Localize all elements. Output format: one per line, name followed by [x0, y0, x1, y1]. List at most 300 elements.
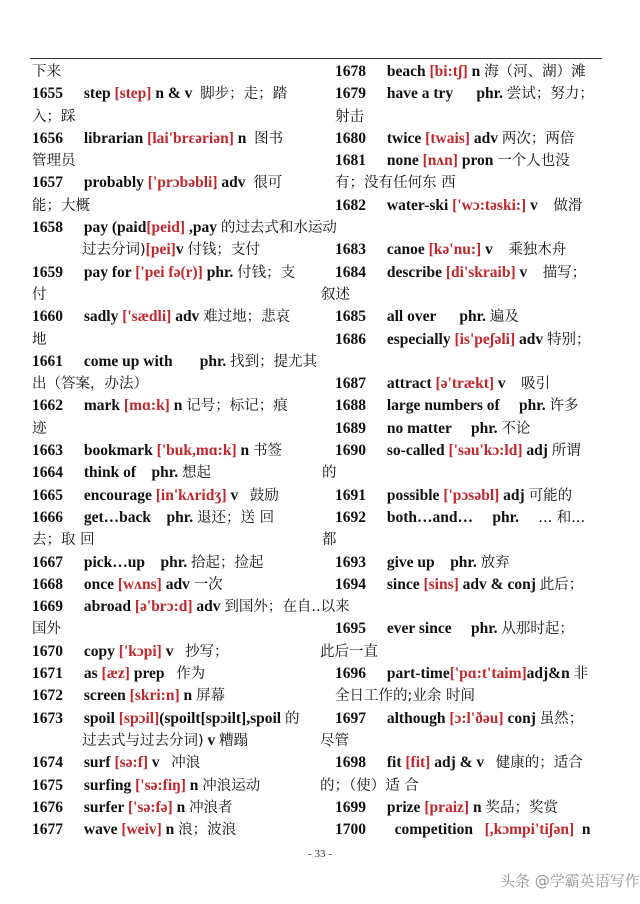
entry-1661 [32, 351, 332, 373]
entry-number: 1684 [335, 263, 366, 281]
entry-1689 [335, 418, 617, 440]
meaning: 付钱；支 [237, 264, 296, 281]
overflow-text: 此后一直 [320, 643, 378, 660]
meaning: ... 和... [538, 509, 586, 526]
phonetic: [skri:n] [129, 687, 180, 705]
part-of-speech: v [165, 642, 174, 660]
continuation-line [32, 239, 332, 261]
meaning: 不论 [501, 420, 531, 437]
entry-number: 1661 [32, 352, 63, 370]
word: get…back [83, 508, 152, 526]
phonetic: [weiv] [121, 821, 162, 839]
word: since [386, 575, 420, 593]
entry-1685 [335, 306, 617, 328]
blank-line [335, 596, 617, 618]
phonetic: [ɔ:l'ðəu] [449, 709, 504, 727]
phonetic: ['wɔ:təski:] [452, 196, 527, 214]
meaning: 吸引 [521, 376, 551, 393]
meaning: 两次；两倍 [501, 130, 575, 147]
meaning: 许多 [549, 398, 579, 415]
entry-number: 1662 [32, 397, 63, 415]
entry-number: 1656 [32, 129, 63, 147]
phonetic: [is'peʃəli] [454, 330, 516, 348]
meaning: 出（答案，办法） [32, 376, 148, 393]
meaning: 屏幕 [195, 688, 225, 705]
blank-line [335, 775, 617, 797]
meaning: 迹 [32, 420, 47, 437]
page-number: - 33 - [308, 848, 332, 860]
entry-1675 [32, 775, 419, 797]
part-of-speech: adv & conj [462, 575, 536, 593]
phonetic: [step] [114, 85, 152, 103]
entry-1674 [32, 752, 332, 774]
entry-1660 [32, 306, 332, 328]
part-of-speech: adv [221, 174, 246, 192]
part-of-speech: v [530, 196, 538, 214]
entry-number: 1699 [335, 798, 366, 816]
blank-line [335, 641, 617, 663]
entry-number: 1667 [32, 553, 63, 571]
part-of-speech: n [240, 442, 250, 460]
entry-number: 1698 [335, 754, 366, 772]
meaning: 放弃 [480, 554, 510, 571]
phonetic: [pei] [145, 241, 176, 259]
entry-number: 1666 [32, 508, 63, 526]
word: especially [386, 330, 451, 348]
entry-1699 [335, 797, 617, 819]
continuation-line [32, 373, 332, 395]
part-of-speech: n [581, 821, 591, 839]
phonetic: [mɑ:k] [123, 397, 170, 415]
blank-line [335, 351, 617, 373]
word: large numbers of [386, 397, 500, 415]
entry-1687 [335, 373, 617, 395]
meaning: 可能的 [528, 487, 573, 504]
meaning: 全日工作的;业余 时间 [335, 688, 475, 705]
phonetic: [spɔil] [118, 709, 160, 727]
overflow-text: 尽管 [320, 732, 349, 749]
entry-number: 1693 [335, 553, 366, 571]
part-of-speech: n [237, 129, 247, 147]
part-of-speech: adv [473, 129, 498, 147]
entry-1664 [32, 462, 337, 484]
word: once [83, 575, 115, 593]
part-of-speech: n & v [155, 85, 193, 103]
part-of-speech: phr. [470, 620, 498, 638]
entry-number: 1689 [335, 419, 366, 437]
entry-1681 [335, 150, 617, 172]
continuation-line [335, 106, 617, 128]
entry-1673 [32, 708, 332, 730]
word: no matter [386, 419, 452, 437]
meaning: 付钱；支付 [187, 242, 260, 259]
word: bookmark [83, 442, 153, 460]
overflow-text: 都 [322, 532, 337, 549]
entry-1668 [32, 574, 332, 596]
phonetic: [sə:f] [114, 754, 149, 772]
continuation-line [32, 106, 332, 128]
word: as [83, 665, 98, 683]
phonetic: [wʌns] [117, 575, 162, 593]
phonetic: [fit] [405, 754, 431, 772]
continuation-line [32, 61, 332, 83]
entry-1671 [32, 663, 332, 685]
entry-1697 [335, 708, 617, 730]
phonetic: [peid] [146, 219, 186, 237]
meaning: 脚步；走；踏 [200, 86, 288, 103]
phonetic: [praiz] [424, 798, 470, 816]
entry-number: 1663 [32, 442, 63, 460]
meaning: 拾起；捡起 [191, 554, 264, 571]
entry-number: 1685 [335, 308, 366, 326]
meaning: 难过地；悲哀 [203, 309, 291, 326]
meaning: 到国外；在自..以来 [224, 599, 350, 616]
meaning: 图书 [254, 130, 284, 147]
entry-1656 [32, 128, 332, 150]
phonetic: [nʌn] [422, 152, 458, 170]
entry-number: 1687 [335, 375, 366, 393]
entry-number: 1688 [335, 397, 366, 415]
part-of-speech: phr. [166, 508, 194, 526]
phonetic: [,kɔmpi'tiʃən] [484, 821, 575, 839]
meaning: 去；取 回 [32, 532, 95, 549]
word: screen [83, 687, 126, 705]
phonetic: ['sædli] [122, 308, 172, 326]
entry-number: 1681 [335, 152, 366, 170]
word: attract [386, 375, 432, 393]
part-of-speech: phr. [476, 85, 503, 103]
part-of-speech: ,pay [188, 219, 217, 237]
entry-number: 1697 [335, 709, 366, 727]
part-of-speech: v [485, 241, 493, 259]
entry-number: 1686 [335, 330, 366, 348]
phonetic: [kə'nu:] [428, 241, 482, 259]
continuation-line [32, 329, 332, 351]
word: all over [386, 308, 437, 326]
entry-number: 1670 [32, 642, 63, 660]
meaning: 特别； [547, 331, 591, 348]
part-of-speech: adj&n [526, 665, 570, 683]
top-rule [30, 58, 602, 59]
phonetic: ['buk,mɑ:k] [156, 442, 237, 460]
phonetic: ['səu'kɔ:ld] [448, 442, 523, 460]
meaning: 一个人也没 [497, 153, 570, 170]
word: wave [83, 821, 118, 839]
phonetic: [ə'brɔ:d] [134, 598, 193, 616]
entry-number: 1659 [32, 263, 63, 281]
meaning: 找到；提尤其 [230, 353, 318, 370]
word: describe [386, 263, 442, 281]
part-of-speech: adv [175, 308, 200, 326]
word: possible [386, 486, 440, 504]
word: think of [83, 464, 136, 482]
entry-number: 1677 [32, 821, 63, 839]
phonetic: ['prɔbəbli] [147, 174, 218, 192]
meaning: 奖品；奖赏 [485, 799, 558, 816]
word: ever since [386, 620, 452, 638]
word: twice [386, 129, 422, 147]
entry-1667 [32, 552, 332, 574]
entry-1694 [335, 574, 617, 596]
part-of-speech: n [165, 821, 175, 839]
word: beach [386, 63, 426, 80]
entry-number: 1682 [335, 196, 366, 214]
entry-1688 [335, 395, 617, 417]
entry-number: 1658 [32, 219, 63, 237]
meaning: 所谓 [551, 443, 581, 460]
word: both…and… [386, 508, 474, 526]
entry-1683 [335, 239, 617, 261]
part-of-speech: adv [165, 575, 190, 593]
entry-1679 [335, 83, 617, 105]
meaning: 管理员 [32, 153, 76, 170]
part-of-speech: conj [507, 709, 536, 727]
word: encourage [83, 486, 152, 504]
entry-1669 [32, 596, 350, 618]
part-of-speech: v [175, 241, 184, 259]
part-of-speech: phr. [470, 419, 498, 437]
word: competition [394, 821, 473, 839]
continuation-line [32, 618, 332, 640]
entry-number: 1690 [335, 442, 366, 460]
entry-1691 [335, 485, 617, 507]
entry-1659 [32, 262, 332, 284]
entry-1692 [335, 507, 617, 529]
meaning: 过去式与过去分词) [82, 732, 204, 749]
meaning: 记号；标记；痕 [186, 398, 288, 415]
blank-line [335, 730, 617, 752]
meaning: 从那时起； [501, 621, 574, 638]
meaning: 此后； [539, 576, 584, 593]
meaning: 下来 [32, 64, 61, 80]
word: sadly [83, 308, 119, 326]
entry-1662 [32, 395, 332, 417]
entry-number: 1665 [32, 486, 63, 504]
phonetic: ['sə:fə] [127, 798, 173, 816]
entry-number: 1683 [335, 241, 366, 259]
entry-1678 [335, 61, 617, 83]
word: pay for [83, 263, 132, 281]
phonetic: ['kɔpi] [118, 642, 162, 660]
blank-line [335, 217, 617, 239]
entry-number: 1692 [335, 508, 366, 526]
word: prize [386, 798, 421, 816]
part-of-speech: pron [461, 152, 494, 170]
blank-line [335, 529, 617, 551]
entry-number: 1691 [335, 486, 366, 504]
phonetic: [ə'trækt] [435, 375, 495, 393]
entry-1655 [32, 83, 332, 105]
part-of-speech: adj & v [434, 754, 485, 772]
meaning: 描写； [542, 264, 587, 281]
phonetic: [lai'brεəriən] [147, 129, 234, 147]
entry-1665 [32, 485, 332, 507]
entry-number: 1664 [32, 464, 63, 482]
word: water-ski [386, 196, 449, 214]
entry-1672 [32, 685, 332, 707]
meaning: 做滑 [553, 197, 583, 214]
entry-1690 [335, 440, 617, 462]
entry-number: 1660 [32, 308, 63, 326]
part-of-speech: prep [133, 665, 165, 683]
watermark: 头条 @学霸英语写作 [500, 872, 640, 890]
part-of-speech: v [207, 731, 216, 749]
word: surf [83, 754, 111, 772]
word: none [386, 152, 419, 170]
meaning: 过去分词) [82, 242, 146, 259]
part-of-speech: n [176, 798, 186, 816]
meaning: 虽然； [539, 710, 584, 727]
phonetic: [di'skraib] [445, 263, 516, 281]
part-of-speech: phr. [450, 553, 477, 571]
entry-number: 1695 [335, 620, 366, 638]
meaning: 地 [32, 331, 47, 348]
part-of-speech: phr. [199, 352, 227, 370]
part-of-speech: n [471, 63, 481, 80]
phonetic: [sins] [423, 575, 459, 593]
part-of-speech: n [173, 397, 183, 415]
phonetic: ['pɑ:t'taim] [449, 665, 527, 683]
phonetic: ['sə:fiŋ] [135, 776, 186, 794]
entry-number: 1675 [32, 776, 63, 794]
part-of-speech: v [230, 486, 239, 504]
entry-number: 1671 [32, 665, 63, 683]
word: fit [386, 754, 402, 772]
phonetic: [æz] [101, 665, 130, 683]
meaning: 射击 [335, 108, 364, 125]
meaning: 的 [284, 710, 300, 727]
word: surfer [83, 798, 125, 816]
meaning: 海（河、湖）滩 [484, 64, 586, 80]
entry-1700 [335, 819, 617, 841]
word: probably [83, 174, 144, 192]
meaning: 作为 [176, 666, 206, 683]
entry-1657 [32, 172, 332, 194]
part-of-speech: v [151, 754, 160, 772]
meaning: 鼓励 [249, 487, 279, 504]
continuation-line [32, 284, 332, 306]
entry-1684 [335, 262, 617, 284]
meaning: 书签 [253, 443, 282, 460]
overflow-text: 的；（使）适 合 [320, 777, 419, 794]
meaning: 尝试；努力； [506, 86, 594, 103]
part-of-speech: n [183, 687, 193, 705]
entry-number: 1678 [335, 63, 366, 80]
continuation-line [32, 529, 337, 551]
meaning: 遍及 [489, 309, 519, 326]
part-of-speech: phr. [492, 508, 519, 526]
entry-number: 1668 [32, 575, 63, 593]
meaning: 退还；送 回 [197, 509, 275, 526]
entry-number: 1700 [335, 821, 366, 839]
meaning: 想起 [181, 465, 211, 482]
word: come up with [83, 352, 173, 370]
word: canoe [386, 241, 425, 259]
entry-number: 1673 [32, 709, 63, 727]
meaning: 付 [32, 286, 47, 303]
part-of-speech: v [497, 375, 506, 393]
meaning: 冲浪者 [189, 799, 233, 816]
part-of-speech: adv [519, 330, 544, 348]
word: pay (paid [83, 219, 147, 237]
meaning: 非 [573, 666, 589, 683]
part-of-speech: phr. [459, 308, 486, 326]
part-of-speech: adv [196, 598, 221, 616]
meaning: 糟蹋 [219, 732, 249, 749]
part-of-speech: adj [526, 442, 548, 460]
entry-number: 1674 [32, 754, 63, 772]
word: pick…up [83, 553, 146, 571]
continuation-line [32, 150, 332, 172]
entry-1682 [335, 195, 617, 217]
meaning: 的过去式和水运动 [220, 220, 337, 237]
entry-number: 1655 [32, 85, 63, 103]
entry-number: 1672 [32, 687, 63, 705]
entry-1696 [335, 663, 617, 685]
entry-1698 [335, 752, 617, 774]
meaning: 有；没有任何东 西 [335, 175, 456, 192]
word: step [83, 85, 111, 103]
part-of-speech: phr. [160, 553, 188, 571]
part-of-speech: adj [503, 486, 525, 504]
part-of-speech: (spoilt[spɔilt],spoil [159, 709, 282, 727]
entry-1676 [32, 797, 332, 819]
entry-1663 [32, 440, 332, 462]
meaning: 抄写； [185, 643, 229, 660]
entry-number: 1679 [335, 85, 366, 103]
continuation-line [32, 195, 332, 217]
meaning: 叙述 [321, 286, 350, 303]
entry-1686 [335, 329, 617, 351]
word: have a try [386, 85, 454, 103]
entry-1658 [32, 217, 337, 239]
entry-number: 1676 [32, 798, 63, 816]
meaning: 很可 [253, 175, 283, 192]
phonetic: ['pɔsəbl] [443, 486, 500, 504]
entry-number: 1657 [32, 174, 63, 192]
continuation-line [32, 730, 349, 752]
meaning: 健康的；适合 [495, 755, 583, 772]
word: abroad [83, 598, 131, 616]
word: part-time [386, 665, 450, 683]
entry-1677 [32, 819, 332, 841]
continuation-line [335, 172, 617, 194]
part-of-speech: n [472, 798, 482, 816]
phonetic: [bi:tʃ] [429, 63, 468, 80]
part-of-speech: v [519, 263, 528, 281]
meaning: 冲浪运动 [202, 777, 261, 794]
entry-1695 [335, 618, 617, 640]
entry-1670 [32, 641, 378, 663]
word: although [386, 709, 446, 727]
phonetic: [in'kʌridʒ] [155, 486, 227, 504]
word: so-called [386, 442, 445, 460]
word: spoil [83, 709, 115, 727]
part-of-speech: n [189, 776, 199, 794]
meaning: 入；踩 [32, 108, 76, 125]
word: surfing [83, 776, 132, 794]
entry-number: 1696 [335, 665, 366, 683]
word: librarian [83, 129, 144, 147]
part-of-speech: phr. [206, 263, 234, 281]
meaning: 冲浪 [171, 755, 201, 772]
entry-1680 [335, 128, 617, 150]
continuation-line [32, 418, 332, 440]
word: mark [83, 397, 121, 415]
meaning: 国外 [32, 621, 61, 638]
part-of-speech: phr. [151, 464, 179, 482]
meaning: 一次 [193, 576, 223, 593]
